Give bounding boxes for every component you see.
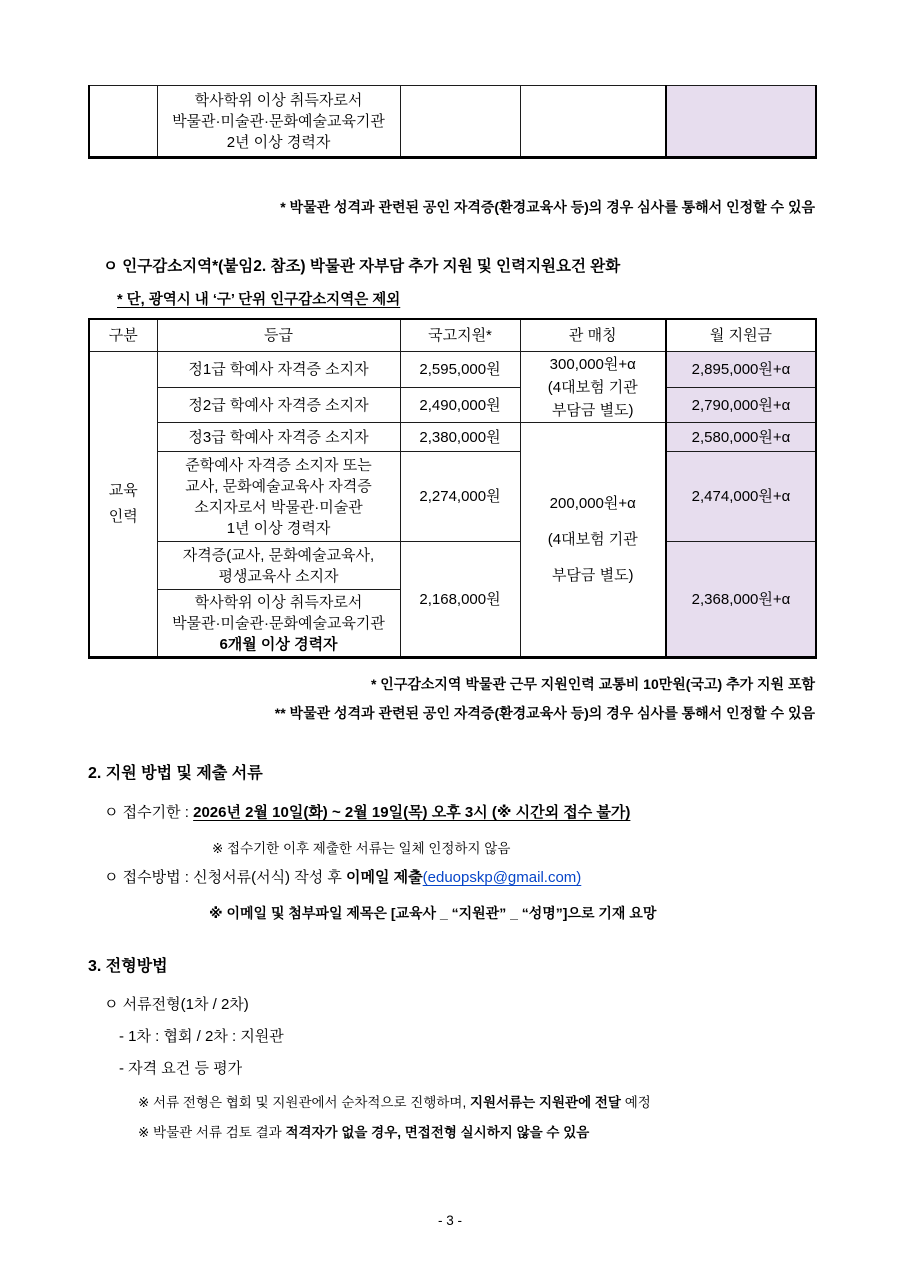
subsidy-cell: 2,274,000원 bbox=[400, 452, 520, 542]
deadline-prefix: ㅇ 접수기한 : bbox=[104, 804, 194, 821]
screening-sub1: - 1차 : 협회 / 2차 : 지원관 bbox=[119, 1028, 284, 1045]
header-row bbox=[89, 319, 816, 352]
screening-sub2: - 자격 요건 등 평가 bbox=[119, 1060, 243, 1077]
col-header-gubun: 구분 bbox=[89, 319, 157, 352]
empty-cell bbox=[89, 86, 157, 158]
grade-line: 준학예사 자격증 소지자 또는 bbox=[185, 456, 372, 474]
match-cell bbox=[520, 352, 666, 423]
note-certificate: ** 박물관 성격과 관련된 공인 자격증(환경교육사 등)의 경우 심사를 통해서 인정할 수 있음 bbox=[274, 705, 815, 721]
method-prefix: ㅇ 접수방법 : 신청서류(서식) 작성 후 bbox=[104, 869, 347, 886]
grade-line: 교사, 문화예술교육사 자격증 bbox=[185, 477, 372, 495]
screening-item: ㅇ 서류전형(1차 / 2차) bbox=[104, 996, 249, 1013]
monthly-cell: 2,580,000원+α bbox=[666, 423, 816, 452]
screening-note1 bbox=[138, 1091, 651, 1111]
note1-text: ※ 서류 전형은 협회 및 지원관에서 순차적으로 진행하며, bbox=[138, 1095, 470, 1110]
grade-cell bbox=[157, 542, 400, 590]
page-number: - 3 - bbox=[437, 1213, 462, 1228]
support-table bbox=[88, 318, 817, 659]
grade-line-bold: 6개월 이상 경력자 bbox=[219, 635, 338, 653]
monthly-cell: 2,790,000원+α bbox=[666, 388, 816, 423]
email-link[interactable]: (eduopskp@gmail.com) bbox=[422, 869, 582, 886]
deadline-line bbox=[104, 801, 630, 822]
match-line: (4대보험 기관 bbox=[547, 378, 638, 396]
group-label-line: 인력 bbox=[108, 508, 138, 525]
grade-line: 2년 이상 경력자 bbox=[226, 133, 331, 151]
monthly-cell: 2,474,000원+α bbox=[666, 452, 816, 542]
col-header-monthly: 월 지원금 bbox=[666, 319, 816, 352]
note2-text: ※ 박물관 서류 검토 결과 bbox=[138, 1125, 286, 1140]
grade-line: 자격증(교사, 문화예술교육사, bbox=[182, 546, 375, 564]
empty-cell bbox=[520, 86, 666, 158]
subsidy-cell: 2,595,000원 bbox=[400, 352, 520, 388]
note-transport: * 인구감소지역 박물관 근무 지원인력 교통비 10만원(국고) 추가 지원 포함 bbox=[370, 676, 815, 692]
grade-line: 학사학위 이상 취득자로서 bbox=[194, 91, 363, 109]
table-row bbox=[89, 452, 816, 542]
match-cell bbox=[520, 423, 666, 658]
table-row bbox=[89, 542, 816, 590]
grade-line: 1년 이상 경력자 bbox=[226, 519, 331, 537]
subsidy-cell: 2,490,000원 bbox=[400, 388, 520, 423]
match-line: 200,000원+α bbox=[549, 494, 636, 512]
screening-note2 bbox=[138, 1121, 589, 1141]
grade-cell: 정1급 학예사 자격증 소지자 bbox=[157, 352, 400, 388]
certificate-note: * 박물관 성격과 관련된 공인 자격증(환경교육사 등)의 경우 심사를 통해서 인정할 수 있음 bbox=[280, 199, 815, 215]
col-header-match: 관 매칭 bbox=[520, 319, 666, 352]
note2-bold: 적격자가 없을 경우, 면접전형 실시하지 않을 수 있음 bbox=[285, 1125, 590, 1140]
table-row bbox=[89, 388, 816, 423]
col-header-grade: 등급 bbox=[157, 319, 400, 352]
decline-subnote: * 단, 광역시 내 ‘구’ 단위 인구감소지역은 제외 bbox=[117, 292, 401, 308]
group-cell bbox=[89, 352, 157, 658]
group-label-line: 교육 bbox=[108, 482, 138, 499]
note1-bold: 지원서류는 지원관에 전달 bbox=[469, 1095, 621, 1110]
note1-post: 예정 bbox=[620, 1095, 651, 1110]
table-row bbox=[89, 423, 816, 452]
grade-line: 평생교육사 소지자 bbox=[218, 567, 339, 585]
monthly-cell: 2,368,000원+α bbox=[666, 542, 816, 658]
method-line bbox=[104, 866, 581, 887]
deadline-value: 2026년 2월 10일(화) ~ 2월 19일(목) 오후 3시 (※ 시간외 접수 불가) bbox=[193, 804, 631, 821]
grade-line: 소지자로서 박물관·미술관 bbox=[194, 498, 363, 516]
grade-line: 학사학위 이상 취득자로서 bbox=[194, 593, 363, 611]
grade-line: 박물관·미술관·문화예술교육기관 bbox=[172, 614, 385, 632]
continuation-table bbox=[88, 85, 817, 159]
grade-cell bbox=[157, 590, 400, 658]
col-header-subsidy: 국고지원* bbox=[400, 319, 520, 352]
match-line: 부담금 별도) bbox=[551, 566, 634, 584]
match-line: 부담금 별도) bbox=[551, 401, 634, 419]
subsidy-cell: 2,380,000원 bbox=[400, 423, 520, 452]
section-2-heading: 2. 지원 방법 및 제출 서류 bbox=[88, 765, 263, 782]
monthly-cell: 2,895,000원+α bbox=[666, 352, 816, 388]
method-bold: 이메일 제출 bbox=[346, 869, 423, 886]
section-3-heading: 3. 전형방법 bbox=[88, 958, 168, 975]
grade-line: 박물관·미술관·문화예술교육기관 bbox=[172, 112, 385, 130]
deadline-note: ※ 접수기한 이후 제출한 서류는 일체 인정하지 않음 bbox=[212, 841, 511, 856]
table-row bbox=[89, 86, 816, 158]
table-row bbox=[89, 352, 816, 388]
method-note: ※ 이메일 및 첨부파일 제목은 [교육사 _ “지원관” _ “성명”]으로 기재 요망 bbox=[209, 905, 657, 921]
subsidy-cell: 2,168,000원 bbox=[400, 542, 520, 658]
match-line: (4대보험 기관 bbox=[547, 530, 638, 548]
grade-cell bbox=[157, 86, 400, 158]
grade-cell: 정2급 학예사 자격증 소지자 bbox=[157, 388, 400, 423]
decline-heading: ㅇ 인구감소지역*(붙임2. 참조) 박물관 자부담 추가 지원 및 인력지원요건 완화 bbox=[103, 258, 621, 275]
grade-cell: 정3급 학예사 자격증 소지자 bbox=[157, 423, 400, 452]
empty-cell bbox=[400, 86, 520, 158]
match-line: 300,000원+α bbox=[549, 355, 636, 373]
grade-cell bbox=[157, 452, 400, 542]
monthly-cell bbox=[666, 86, 816, 158]
